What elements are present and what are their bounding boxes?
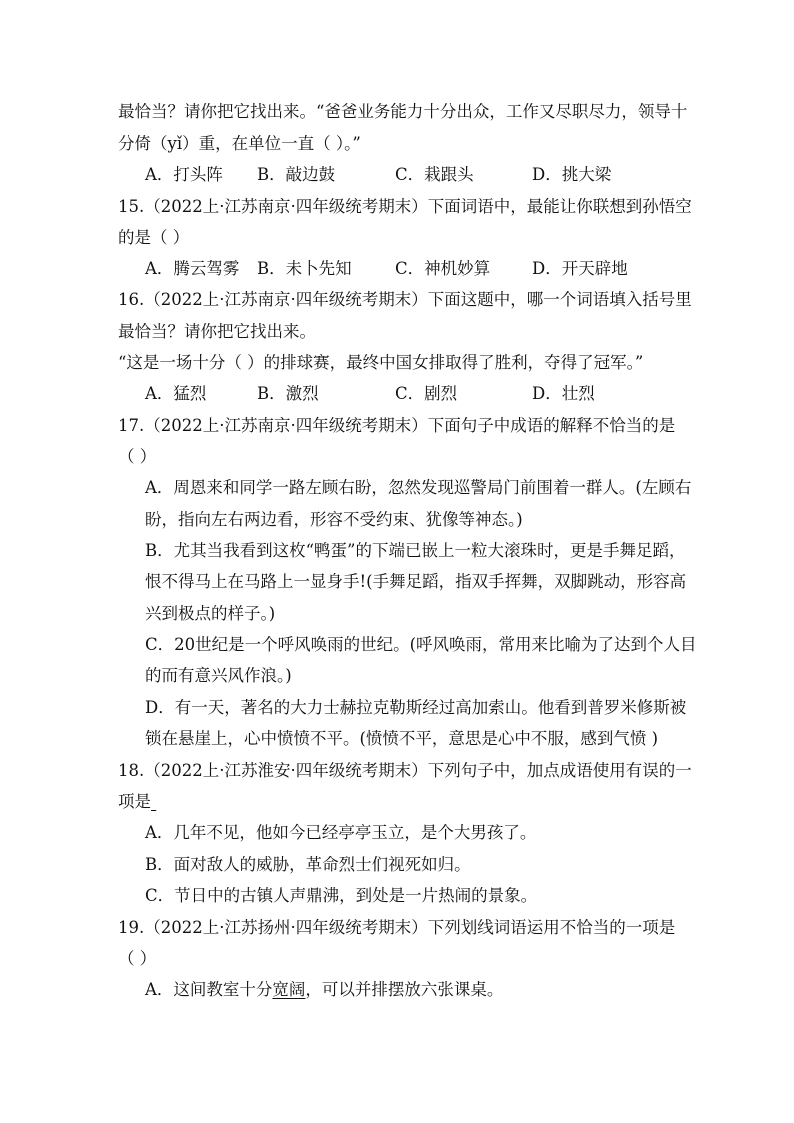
question-16-stem: 16.（2022上·江苏南京·四年级统考期末）下面这题中，哪一个词语填入括号里	[118, 290, 692, 309]
question-15-stem: 的是（ ）	[118, 228, 190, 247]
option-b[interactable]: B．激烈	[257, 384, 319, 403]
option-b-continued: 兴到极点的样子。)	[145, 604, 276, 623]
option-b[interactable]: B．面对敌人的威胁，革命烈士们视死如归。	[145, 855, 471, 874]
option-c[interactable]: C．神机妙算	[395, 259, 491, 278]
question-14-text-line: 分倚（yǐ）重，在单位一直（ ）。”	[118, 134, 361, 153]
question-19-stem: 19.（2022上·江苏扬州·四年级统考期末）下列划线词语运用不恰当的一项是	[118, 918, 676, 937]
option-a-text: A．这间教室十分	[145, 980, 273, 999]
option-a[interactable]: A．腾云驾雾	[145, 259, 240, 278]
option-a[interactable]	[145, 980, 705, 1000]
question-15-stem: 15.（2022上·江苏南京·四年级统考期末）下面词语中，最能让你联想到孙悟空	[118, 197, 692, 216]
option-b[interactable]: B．敲边鼓	[257, 165, 336, 184]
question-19-stem: （ ）	[118, 949, 157, 968]
question-17-stem: （ ）	[118, 447, 157, 466]
option-d[interactable]: D．开天辟地	[532, 259, 628, 278]
option-a[interactable]: A．猛烈	[145, 384, 207, 403]
question-16-sentence: “这是一场十分（ ）的排球赛，最终中国女排取得了胜利，夺得了冠军。”	[118, 353, 644, 372]
option-a-text: ，可以并排摆放六张课桌。	[305, 980, 504, 999]
option-a[interactable]: A．几年不见，他如今已经亭亭玉立，是个大男孩了。	[145, 823, 537, 842]
option-b[interactable]: B．未卜先知	[257, 259, 352, 278]
option-d[interactable]: D．壮烈	[532, 384, 595, 403]
answer-blank	[151, 792, 156, 811]
option-d[interactable]: D．有一天，著名的大力士赫拉克勒斯经过高加索山。他看到普罗米修斯被	[145, 698, 687, 717]
underlined-word: 宽阔	[272, 980, 306, 999]
question-18-stem: 18.（2022上·江苏淮安·四年级统考期末）下列句子中，加点成语使用有误的一	[118, 761, 692, 780]
option-d[interactable]: D．挑大梁	[532, 165, 612, 184]
option-a[interactable]: A．打头阵	[145, 165, 223, 184]
option-a[interactable]: A．周恩来和同学一路左顾右盼，忽然发现巡警局门前围着一群人。(左顾右	[145, 478, 692, 497]
option-d-continued: 锁在悬崖上，心中愤愤不平。(愤愤不平，意思是心中不服，感到气愤 )	[145, 729, 659, 748]
option-c[interactable]: C．栽跟头	[395, 165, 474, 184]
option-c-continued: 的而有意兴风作浪。)	[145, 666, 292, 685]
option-b-continued: 恨不得马上在马路上一显身手!(手舞足蹈，指双手挥舞，双脚跳动，形容高	[145, 572, 687, 591]
option-a-continued: 盼，指向左右两边看，形容不受约束、犹像等神态。)	[145, 510, 523, 529]
question-17-stem: 17.（2022上·江苏南京·四年级统考期末）下面句子中成语的解释不恰当的是	[118, 416, 676, 435]
option-c[interactable]: C．剧烈	[395, 384, 458, 403]
option-c[interactable]: C．20世纪是一个呼风唤雨的世纪。(呼风唤雨，常用来比喻为了达到个人目	[145, 635, 697, 654]
question-18-stem	[118, 792, 678, 812]
option-b[interactable]: B．尤其当我看到这枚“鸭蛋”的下端已嵌上一粒大滚珠时，更是手舞足蹈，	[145, 541, 686, 560]
question-14-text-line: 最恰当？请你把它找出来。“爸爸业务能力十分出众，工作又尽职尽力，领导十	[118, 102, 688, 121]
question-18-stem-text: 项是	[118, 792, 151, 811]
question-16-stem: 最恰当？请你把它找出来。	[118, 322, 316, 341]
option-c[interactable]: C．节日中的古镇人声鼎沸，到处是一片热闹的景象。	[145, 886, 538, 905]
